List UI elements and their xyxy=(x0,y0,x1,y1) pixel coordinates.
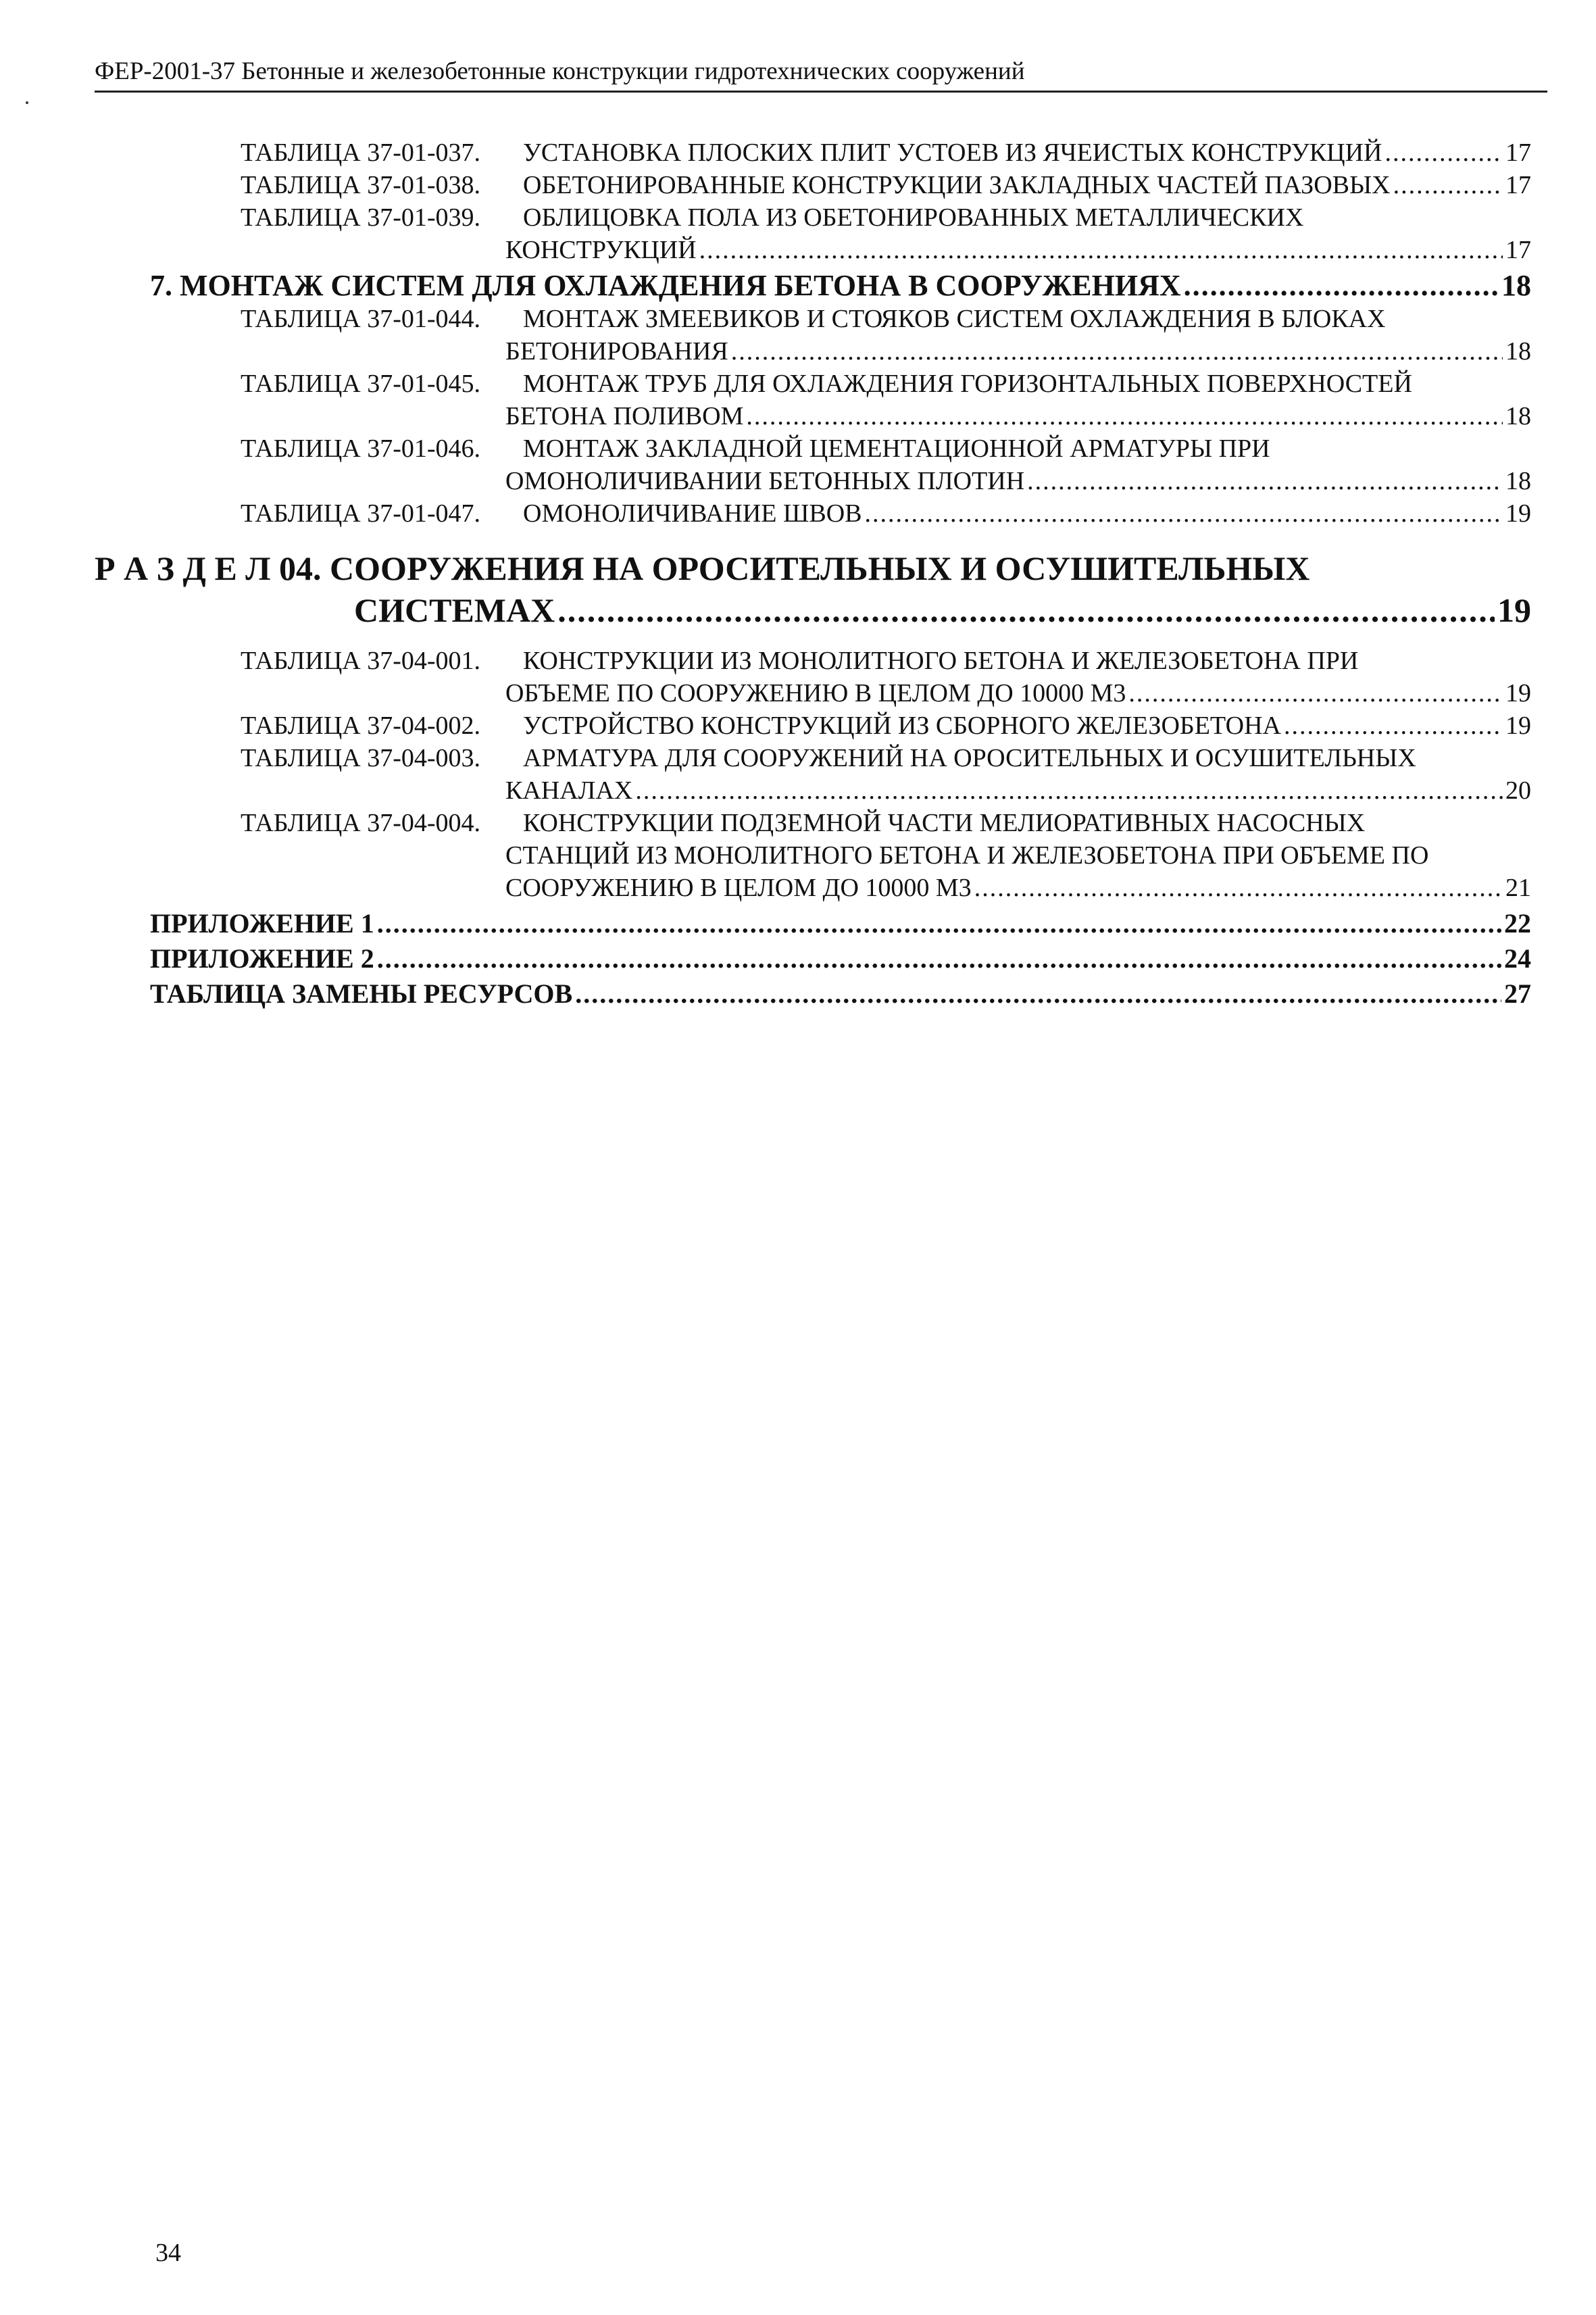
toc-section-7[interactable] xyxy=(150,268,1531,304)
dot-leader xyxy=(699,234,1503,266)
toc-entry-label: ТАБЛИЦА 37-01-045. xyxy=(241,370,481,398)
toc-appendix-title: ТАБЛИЦА ЗАМЕНЫ РЕСУРСОВ xyxy=(150,978,573,1009)
toc-entry-label: ТАБЛИЦА 37-01-044. xyxy=(241,305,481,333)
toc-page-number: 18 xyxy=(1505,337,1531,366)
toc-page-number: 20 xyxy=(1505,776,1531,805)
toc-entry-title-cont: ОМОНОЛИЧИВАНИИ БЕТОННЫХ ПЛОТИН xyxy=(505,467,1025,495)
dot-leader xyxy=(557,589,1495,631)
toc-page-number: 19 xyxy=(1497,591,1531,629)
toc-entry-title: МОНТАЖ ТРУБ ДЛЯ ОХЛАЖДЕНИЯ ГОРИЗОНТАЛЬНЫХ ПОВЕРХНОСТЕЙ xyxy=(523,370,1412,398)
toc-entry-label: ТАБЛИЦА 37-04-003. xyxy=(241,744,481,772)
toc-entry-title-cont: БЕТОНА ПОЛИВОМ xyxy=(505,402,744,430)
toc-entry-title-cont: СТАНЦИЙ ИЗ МОНОЛИТНОГО БЕТОНА И ЖЕЛЕЗОБЕТОНА ПРИ ОБЪЕМЕ ПО xyxy=(505,841,1429,870)
dot-leader xyxy=(746,400,1503,432)
toc-page-number: 22 xyxy=(1504,908,1531,939)
toc-entry-label: ТАБЛИЦА 37-01-038. xyxy=(241,171,481,199)
dot-leader xyxy=(575,977,1501,1011)
toc-entry-label: ТАБЛИЦА 37-01-046. xyxy=(241,434,481,463)
toc-entry-title: ОБЛИЦОВКА ПОЛА ИЗ ОБЕТОНИРОВАННЫХ МЕТАЛЛИЧЕСКИХ xyxy=(523,203,1304,232)
toc-part-04[interactable] xyxy=(354,589,1531,631)
toc-appendix-title: ПРИЛОЖЕНИЕ 1 xyxy=(150,908,374,939)
toc-entry-label: ТАБЛИЦА 37-01-037. xyxy=(241,139,481,167)
toc-page-number: 18 xyxy=(1501,269,1531,302)
toc-section-title: 7. МОНТАЖ СИСТЕМ ДЛЯ ОХЛАЖДЕНИЯ БЕТОНА В СООРУЖЕНИЯХ xyxy=(150,269,1181,302)
scan-speck xyxy=(26,101,28,104)
toc-entry-title: АРМАТУРА ДЛЯ СООРУЖЕНИЙ НА ОРОСИТЕЛЬНЫХ И ОСУШИТЕЛЬНЫХ xyxy=(523,744,1416,772)
dot-leader xyxy=(731,335,1503,368)
toc-entry-title: МОНТАЖ ЗМЕЕВИКОВ И СТОЯКОВ СИСТЕМ ОХЛАЖДЕНИЯ В БЛОКАХ xyxy=(523,305,1386,333)
toc-page-number: 17 xyxy=(1505,139,1531,167)
toc-page-number: 19 xyxy=(1505,679,1531,707)
toc-page-number: 18 xyxy=(1505,402,1531,430)
toc-entry-label: ТАБЛИЦА 37-01-039. xyxy=(241,203,481,232)
toc-page-number: 21 xyxy=(1505,874,1531,902)
dot-leader xyxy=(1385,136,1503,169)
dot-leader xyxy=(974,872,1503,904)
toc-page-number: 17 xyxy=(1505,236,1531,264)
page-number: 34 xyxy=(155,2239,181,2267)
toc-entry-label: ТАБЛИЦА 37-01-047. xyxy=(241,499,481,528)
toc-part-title-cont: СИСТЕМАХ xyxy=(354,591,555,629)
toc-entry-title-cont: БЕТОНИРОВАНИЯ xyxy=(505,337,728,366)
dot-leader xyxy=(864,497,1503,530)
dot-leader xyxy=(377,942,1501,976)
toc-entry-label: ТАБЛИЦА 37-04-004. xyxy=(241,809,481,837)
toc-entry-title-cont: КАНАЛАХ xyxy=(505,776,633,805)
toc-entry-title-cont: КОНСТРУКЦИЙ xyxy=(505,236,697,264)
toc-page-number: 24 xyxy=(1504,943,1531,974)
toc-page-number: 27 xyxy=(1504,978,1531,1009)
running-header: ФЕР-2001-37 Бетонные и железобетонные конструкции гидротехнических сооружений xyxy=(95,57,1547,93)
toc-entry-title: ОБЕТОНИРОВАННЫЕ КОНСТРУКЦИИ ЗАКЛАДНЫХ ЧАСТЕЙ ПАЗОВЫХ xyxy=(523,171,1391,199)
dot-leader xyxy=(1284,710,1503,742)
toc-entry-label: ТАБЛИЦА 37-04-001. xyxy=(241,647,481,675)
dot-leader xyxy=(1128,677,1503,710)
toc-entry-title: УСТАНОВКА ПЛОСКИХ ПЛИТ УСТОЕВ ИЗ ЯЧЕИСТЫХ КОНСТРУКЦИЙ xyxy=(523,139,1382,167)
toc-appendix-1[interactable] xyxy=(150,907,1531,941)
dot-leader xyxy=(1184,268,1499,304)
toc-appendix-title: ПРИЛОЖЕНИЕ 2 xyxy=(150,943,374,974)
toc-appendix-2[interactable] xyxy=(150,942,1531,976)
toc-entry-title: МОНТАЖ ЗАКЛАДНОЙ ЦЕМЕНТАЦИОННОЙ АРМАТУРЫ ПРИ xyxy=(523,434,1270,463)
toc-entry-title: КОНСТРУКЦИИ ИЗ МОНОЛИТНОГО БЕТОНА И ЖЕЛЕЗОБЕТОНА ПРИ xyxy=(523,647,1359,675)
toc-entry-title-cont: ОБЪЕМЕ ПО СООРУЖЕНИЮ В ЦЕЛОМ ДО 10000 М3 xyxy=(505,679,1126,707)
toc-entry-title: КОНСТРУКЦИИ ПОДЗЕМНОЙ ЧАСТИ МЕЛИОРАТИВНЫХ НАСОСНЫХ xyxy=(523,809,1366,837)
toc-entry-title: УСТРОЙСТВО КОНСТРУКЦИЙ ИЗ СБОРНОГО ЖЕЛЕЗОБЕТОНА xyxy=(523,712,1281,740)
toc-resource-replacement-table[interactable] xyxy=(150,977,1531,1011)
dot-leader xyxy=(377,907,1501,941)
toc-page-number: 17 xyxy=(1505,171,1531,199)
dot-leader xyxy=(635,774,1503,807)
toc-entry-title: ОМОНОЛИЧИВАНИЕ ШВОВ xyxy=(523,499,862,528)
toc-entry-title-cont: СООРУЖЕНИЮ В ЦЕЛОМ ДО 10000 М3 xyxy=(505,874,972,902)
toc-page-number: 19 xyxy=(1505,712,1531,740)
dot-leader xyxy=(1027,465,1503,497)
toc-part-04-title[interactable]: Р А З Д Е Л 04. СООРУЖЕНИЯ НА ОРОСИТЕЛЬНЫХ И ОСУШИТЕЛЬНЫХ xyxy=(95,549,1310,587)
toc-page-number: 19 xyxy=(1505,499,1531,528)
dot-leader xyxy=(1393,169,1503,201)
toc-entry-label: ТАБЛИЦА 37-04-002. xyxy=(241,712,481,740)
toc-page-number: 18 xyxy=(1505,467,1531,495)
